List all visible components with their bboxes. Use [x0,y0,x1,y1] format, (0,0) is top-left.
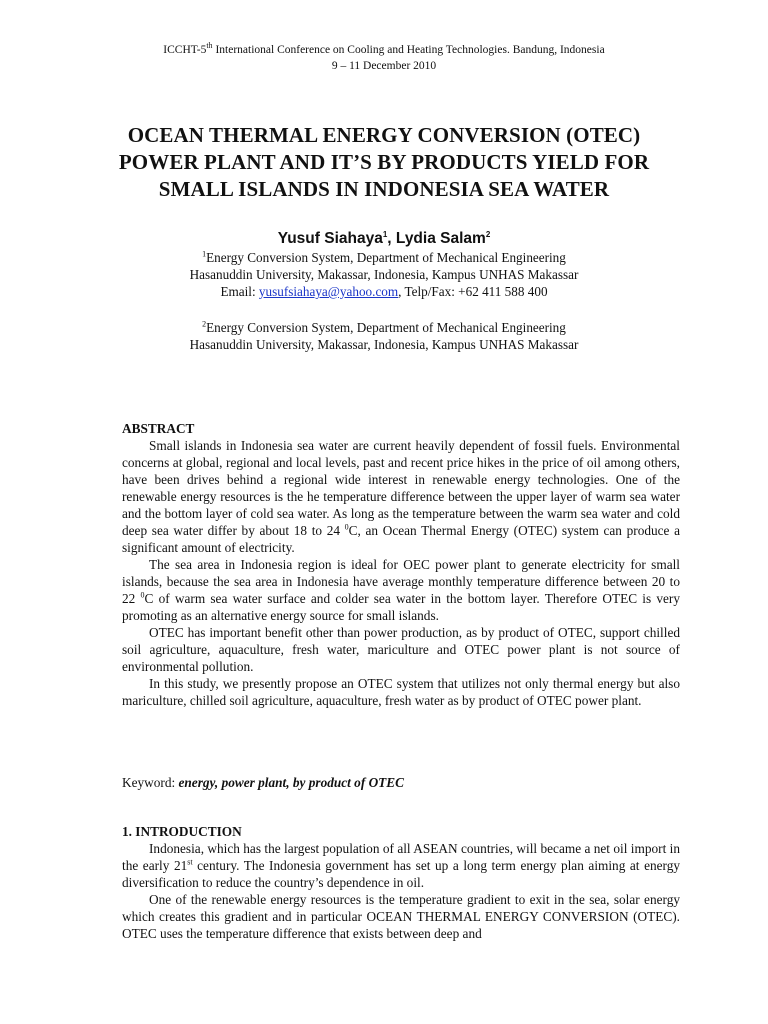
email-link[interactable]: yusufsiahaya@yahoo.com [258,284,399,299]
conference-header [0,42,768,74]
author-name: Yusuf Siahaya [277,230,383,247]
introduction-body [122,840,680,942]
abstract-paragraph: The sea area in Indonesia region is ideal for OEC power plant to generate electricity for small islands, because the sea area in Indonesia have average monthly temperature difference between 20 to 22 $^0$C of warm sea water surface and colder sea water in the bottom layer. Therefore OTEC is very promoting as an alternative energy source for small islands. [122,557,680,623]
conference-name: ICCHT-5th International Conference on Cooling and Heating Technologies. Bandung, Indonesia [163,41,605,56]
abstract-body [122,437,680,709]
intro-paragraph: One of the renewable energy resources is the temperature gradient to exit in the sea, solar energy which creates this gradient and in particular OCEAN THERMAL ENERGY CONVERSION (OTEC). OTEC uses the temperature difference that exists between deep and [122,892,680,941]
abstract-paragraph: In this study, we presently propose an OTEC system that utilizes not only thermal energy but also mariculture, chilled soil agriculture, aquaculture, fresh water as by product of OTEC power plant. [122,676,680,708]
keyword-label: Keyword: [122,775,179,790]
title-line: OCEAN THERMAL ENERGY CONVERSION (OTEC) [127,123,641,147]
title-line: SMALL ISLANDS IN INDONESIA SEA WATER [158,177,610,201]
contact-line: Email: yusufsiahaya@yahoo.com, Telp/Fax: +62 411 588 400 [220,284,548,299]
title-line: POWER PLANT AND IT’S BY PRODUCTS YIELD FOR [118,150,650,174]
abstract-paragraph: OTEC has important benefit other than power production, as by product of OTEC, support chilled soil agriculture, aquaculture, fresh water, mariculture and OTEC power plant is not source of environmental pollution. [122,625,680,674]
keyword-values: energy, power plant, by product of OTEC [178,775,405,790]
intro-paragraph: Indonesia, which has the largest population of all ASEAN countries, will became a net oil import in the early 21st century. The Indonesia government has set up a long term energy plan aiming at energy diversification to reduce the country’s dependence in oil. [122,841,681,890]
abstract-paragraph: Small islands in Indonesia sea water are current heavily dependent of fossil fuels. Environmental concerns at global, regional and local levels, past and recent price hikes in the price of oil among others, have been drives behind a regional wide interest in renewable energy technologies. One of the renewable energy resources is the he temperature difference between the upper layer of warm sea water and the bottom layer of cold sea water. As long as the temperature between the warm sea water and cold deep sea water differ by about 18 to 24 $^0$C, an Ocean Thermal Energy (OTEC) system can produce a significant amount of electricity. [122,438,681,555]
affiliation-1: $^1$Energy Conversion System, Department of Mechanical Engineering Hasanuddin University, Makassar, Indonesia, Kampus UNHAS Makassar Email: yusufsiahaya@yahoo.com, Telp/Fax: +62 411 588 400 [0,249,768,300]
section-heading: 1. INTRODUCTION [122,824,242,839]
author-list: Yusuf Siahaya$^1$, Lydia Salam$^2$ [277,229,491,247]
author-name: Lydia Salam [395,230,486,247]
abstract-heading: ABSTRACT [122,421,195,436]
keywords [122,774,680,791]
paper-title [60,122,708,203]
affiliation-2: $^2$Energy Conversion System, Department of Mechanical Engineering Hasanuddin University, Makassar, Indonesia, Kampus UNHAS Makassar [189,319,579,352]
conference-dates: 9 – 11 December 2010 [331,60,437,72]
